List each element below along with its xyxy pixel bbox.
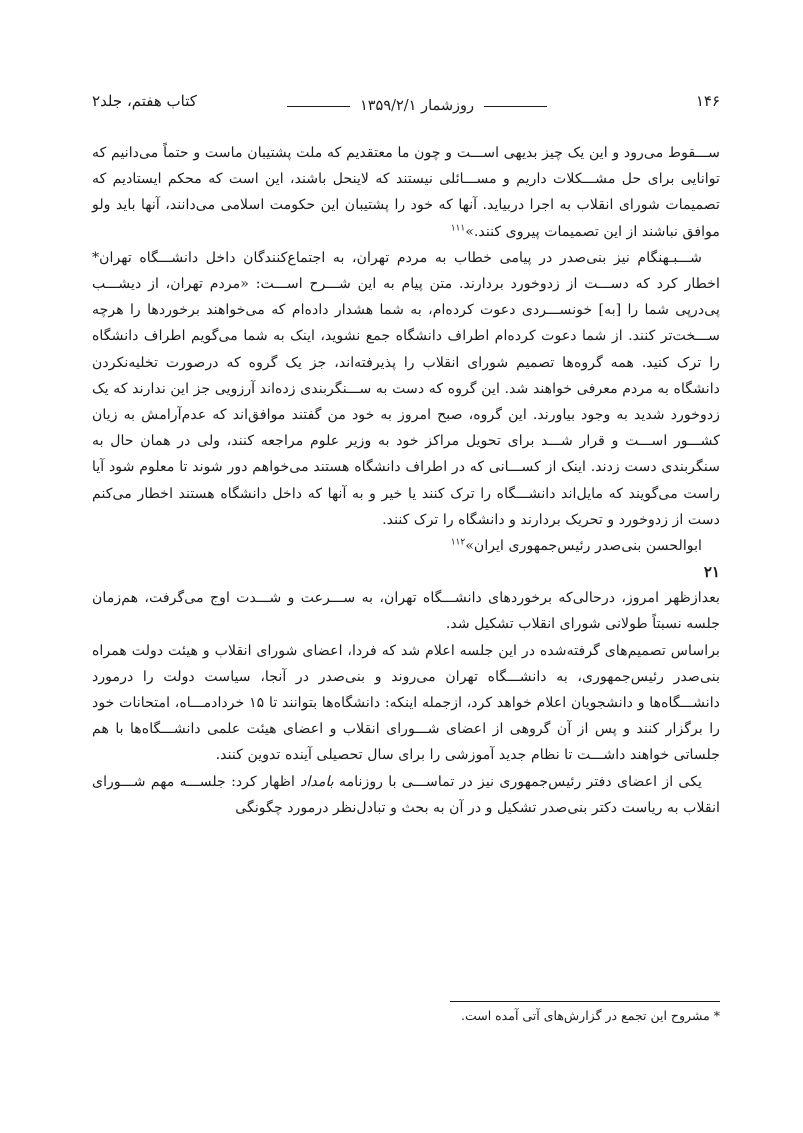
footnote: * مشروح این تجمع در گزارش‌های آتی آمده است. bbox=[460, 1008, 720, 1023]
book-title: کتاب هفتم، جلد۲ bbox=[92, 92, 197, 110]
header-rule-left bbox=[287, 106, 350, 107]
diary-date: روزشمار ۱۳۵۹/۲/۱ bbox=[359, 98, 475, 114]
paragraph-3: بعدازظهر امروز، درحالی‌که برخوردهای دانشـــگاه تهران، به ســـرعت و شـــدت اوج می‌گرفت، هم‌زمان جلسه نسبتاً طولانی شورای انقلاب تشکیل شد. bbox=[92, 590, 720, 633]
page-number: ۱۴۶ bbox=[695, 92, 720, 110]
newspaper-name: بامداد bbox=[300, 773, 334, 790]
signature-line: ابوالحسن بنی‌صدر رئیس‌جمهوری ایران»$^{۱۱۲}$ bbox=[450, 537, 702, 555]
endnote-ref-112: ۱۱۲ bbox=[450, 537, 466, 548]
section-number: ۲۱ bbox=[703, 563, 720, 582]
paragraph-4: براساس تصمیم‌های گرفته‌شده در این جلسه اعلام شد که فردا، اعضای شورای انقلاب و هیئت دولت همراه بنی‌صدر رئیس‌جمهوری، به دانشـــگاه تهران می‌روند و بنی‌صدر در آنجا، سیاست دولت را درمورد دانشـــگاه‌ها و دانشجویان اعلام خواهد کرد، ازجمله اینکه: دانشگاه‌ها بتوانند تا ۱۵ خردادمـــاه، امتحانات خود را برگزار کنند و پس از آن گروهی از اعضای شـــورای انقلاب و اعضای هیئت علمی دانشـــگاه‌ها با هم جلساتی خواهند داشـــت تا نظام جدید آموزشی را برای سال تحصیلی آینده تدوین کنند. bbox=[92, 642, 720, 764]
header-date-block bbox=[287, 98, 547, 114]
footnote-separator bbox=[450, 1001, 720, 1002]
paragraph-2: شـــبـهنگام نیز بنی‌صدر در پیامی خطاب به مردم تهران، به اجتماع‌کنندگان داخل دانشـــگاه تهران* اخطار کرد که دســـت از زدوخورد بردارند. متن پیام به این شـــرح اســـت: «مردم تهران، از دیشـــب پی‌درپی شما را [به] خونســـردی دعوت کرده‌ام، به شما هشدار داده‌ام که می‌خواهند برخوردها را هرچه ســـخت‌تر کنند. از شما دعوت کرده‌ام اطراف دانشگاه جمع نشوید، اینک به شما می‌گویم اطراف دانشگاه را ترک کنید. همه گروه‌ها تصمیم شورای انقلاب را پذیرفته‌اند، جز یک گروه که درصورت تخلیه‌نکردن دانشگاه به مردم معرفی خواهند شد. این گروه که دست به ســـنگربندی زده‌اند آرزویی جز این ندارند که یک زدوخورد شدید به وجود بیاورند. این گروه، صبح امروز به خود من گفتند موافق‌اند که عدم‌آرامش به زیان کشـــور اســـت و قرار شـــد برای تحویل مراکز خود به وزیر علوم مراجعه کنند، ولی در همان حال به سنگربندی دست زدند. اینک از کســـانی که در اطراف دانشگاه هستند می‌خواهم دور شوند تا معلوم شود آیا راست می‌گویند که مایل‌اند دانشـــگاه را ترک کنند یا خیر و به آنها که داخل دانشگاه هستند اخطار می‌کنم دست از زدوخورد و تحریک بردارند و دانشگاه را ترک کنند. bbox=[92, 249, 720, 528]
running-header bbox=[92, 92, 720, 122]
header-rule-right bbox=[484, 106, 547, 107]
paragraph-5: یکی از اعضای دفتر رئیس‌جمهوری نیز در تماســـی با روزنامه بامداد اظهار کرد: جلســـه مهم شـــورای انقلاب به ریاست دکتر بنی‌صدر تشکیل و در آن به بحث و تبادل‌نظر درمورد چگونگی bbox=[92, 773, 720, 816]
endnote-ref-111: ۱۱۱ bbox=[450, 222, 466, 233]
main-text bbox=[92, 140, 720, 821]
paragraph-1: ســـقوط می‌رود و این یک چیز بدیهی اســـت و چون ما معتقدیم که ملت پشتیبان ماست و حتماً می‌دانیم که توانایی برای حل مشـــکلات داریم و مســـائلی نیستند که لاینحل باشند، این است که محکم ایستادیم که تصمیمات شورای انقلاب به اجرا دربیاید. آنها که خود را پشتیبان این حکومت اسلامی می‌دانند، آنها باید ولو موافق نباشند از این تصمیمات پیروی کنند.»$^{۱۱۱}$ bbox=[92, 145, 721, 240]
